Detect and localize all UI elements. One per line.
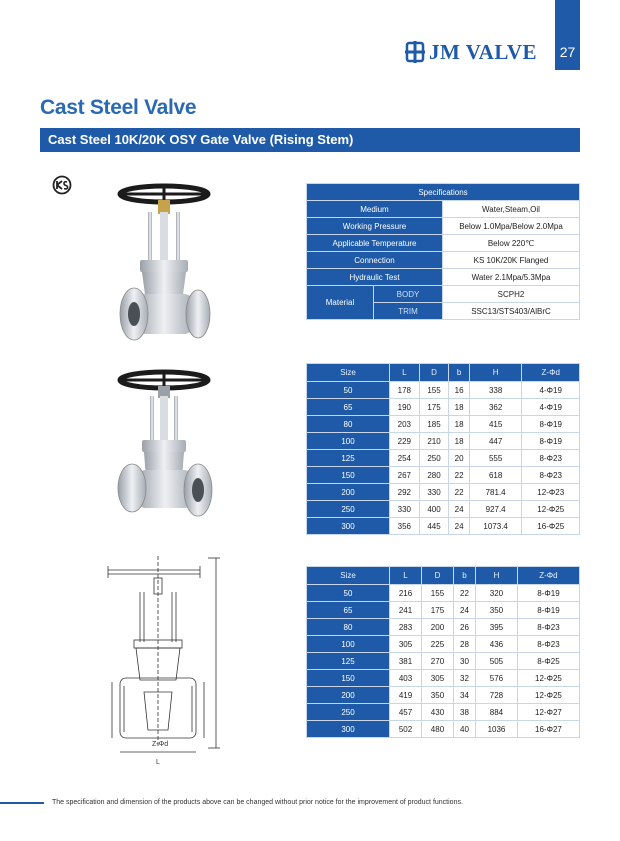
table-cell: 8-Φ19 bbox=[517, 585, 579, 602]
column-header: L bbox=[390, 567, 422, 585]
table-row bbox=[307, 687, 580, 704]
table-cell: 203 bbox=[390, 416, 420, 433]
table-cell: 26 bbox=[453, 619, 475, 636]
brand bbox=[405, 38, 537, 66]
table-cell: 270 bbox=[421, 653, 453, 670]
size-cell: 80 bbox=[307, 619, 390, 636]
table-cell: 8-Φ23 bbox=[522, 450, 580, 467]
table-cell: 16 bbox=[449, 382, 469, 399]
table-cell: 18 bbox=[449, 416, 469, 433]
table-cell: 430 bbox=[421, 704, 453, 721]
table-cell: 254 bbox=[390, 450, 420, 467]
size-cell: 100 bbox=[307, 636, 390, 653]
column-header: Size bbox=[307, 567, 390, 585]
table-cell: 30 bbox=[453, 653, 475, 670]
specifications-header: Specifications bbox=[307, 184, 580, 201]
table-row bbox=[307, 484, 580, 501]
column-header: b bbox=[453, 567, 475, 585]
table-cell: 12-Φ27 bbox=[517, 704, 579, 721]
jm-valve-logo-icon bbox=[405, 41, 425, 63]
drawing-label-l: L bbox=[156, 759, 160, 766]
table-cell: 12-Φ25 bbox=[522, 501, 580, 518]
spec-label: Applicable Temperature bbox=[307, 235, 443, 252]
table-row bbox=[307, 450, 580, 467]
table-cell: 1036 bbox=[476, 721, 518, 738]
column-header: Size bbox=[307, 364, 390, 382]
spec-label: Medium bbox=[307, 201, 443, 218]
gate-valve-photo-20k bbox=[112, 368, 218, 533]
size-cell: 250 bbox=[307, 704, 390, 721]
column-header: D bbox=[421, 567, 453, 585]
table-cell: 8-Φ25 bbox=[517, 653, 579, 670]
table-row bbox=[307, 585, 580, 602]
table-cell: 8-Φ19 bbox=[522, 433, 580, 450]
material-label: Material bbox=[307, 286, 374, 320]
table-cell: 22 bbox=[449, 484, 469, 501]
drawing-label-zd: Z-Φd bbox=[152, 741, 169, 748]
dimension-table-20k bbox=[306, 566, 580, 738]
table-cell: 8-Φ19 bbox=[522, 416, 580, 433]
footer-disclaimer: The specification and dimension of the products above can be changed without prior notice for the improvement of product functions. bbox=[52, 799, 463, 806]
table-10k-body bbox=[307, 382, 580, 535]
specifications-table bbox=[306, 183, 580, 320]
table-row bbox=[307, 721, 580, 738]
size-cell: 65 bbox=[307, 602, 390, 619]
table-row bbox=[307, 399, 580, 416]
table-cell: 280 bbox=[419, 467, 449, 484]
table-cell: 338 bbox=[469, 382, 522, 399]
size-cell: 125 bbox=[307, 450, 390, 467]
table-cell: 267 bbox=[390, 467, 420, 484]
table-cell: 250 bbox=[419, 450, 449, 467]
table-cell: 505 bbox=[476, 653, 518, 670]
size-cell: 80 bbox=[307, 416, 390, 433]
table-cell: 555 bbox=[469, 450, 522, 467]
size-cell: 100 bbox=[307, 433, 390, 450]
size-cell: 250 bbox=[307, 501, 390, 518]
table-cell: 350 bbox=[476, 602, 518, 619]
table-row bbox=[307, 382, 580, 399]
table-row bbox=[307, 501, 580, 518]
size-cell: 50 bbox=[307, 585, 390, 602]
table-cell: 8-Φ19 bbox=[517, 602, 579, 619]
table-cell: 155 bbox=[419, 382, 449, 399]
table-cell: 728 bbox=[476, 687, 518, 704]
spec-value: KS 10K/20K Flanged bbox=[443, 252, 580, 269]
size-cell: 125 bbox=[307, 653, 390, 670]
table-20k-body bbox=[307, 585, 580, 738]
spec-value: Water,Steam,Oil bbox=[443, 201, 580, 218]
material-value: SSC13/STS403/AlBrC bbox=[443, 303, 580, 320]
subtitle-bar bbox=[40, 128, 580, 152]
column-header: Z-Φd bbox=[522, 364, 580, 382]
table-row bbox=[307, 619, 580, 636]
size-cell: 150 bbox=[307, 670, 390, 687]
table-cell: 32 bbox=[453, 670, 475, 687]
table-cell: 16-Φ25 bbox=[522, 518, 580, 535]
ks-certification-icon bbox=[52, 175, 72, 195]
spec-label: Connection bbox=[307, 252, 443, 269]
table-cell: 185 bbox=[419, 416, 449, 433]
table-cell: 362 bbox=[469, 399, 522, 416]
material-value: SCPH2 bbox=[443, 286, 580, 303]
table-cell: 229 bbox=[390, 433, 420, 450]
table-cell: 16-Φ27 bbox=[517, 721, 579, 738]
column-header: H bbox=[469, 364, 522, 382]
table-cell: 20 bbox=[449, 450, 469, 467]
table-row bbox=[307, 467, 580, 484]
size-cell: 150 bbox=[307, 467, 390, 484]
table-cell: 18 bbox=[449, 433, 469, 450]
size-cell: 200 bbox=[307, 687, 390, 704]
table-row bbox=[307, 602, 580, 619]
spec-value: Water 2.1Mpa/5.3Mpa bbox=[443, 269, 580, 286]
table-cell: 480 bbox=[421, 721, 453, 738]
table-cell: 24 bbox=[449, 518, 469, 535]
column-header: b bbox=[449, 364, 469, 382]
page-number: 27 bbox=[559, 44, 576, 60]
table-row bbox=[307, 636, 580, 653]
table-cell: 283 bbox=[390, 619, 422, 636]
table-cell: 12-Φ25 bbox=[517, 670, 579, 687]
table-cell: 200 bbox=[421, 619, 453, 636]
table-cell: 445 bbox=[419, 518, 449, 535]
material-sub-label: TRIM bbox=[374, 303, 443, 320]
gate-valve-photo-10k bbox=[112, 182, 218, 362]
table-cell: 38 bbox=[453, 704, 475, 721]
size-cell: 65 bbox=[307, 399, 390, 416]
table-cell: 350 bbox=[421, 687, 453, 704]
table-row bbox=[307, 518, 580, 535]
spec-label: Hydraulic Test bbox=[307, 269, 443, 286]
table-cell: 225 bbox=[421, 636, 453, 653]
table-cell: 447 bbox=[469, 433, 522, 450]
table-cell: 12-Φ25 bbox=[517, 687, 579, 704]
size-cell: 50 bbox=[307, 382, 390, 399]
table-cell: 356 bbox=[390, 518, 420, 535]
table-cell: 22 bbox=[449, 467, 469, 484]
table-cell: 502 bbox=[390, 721, 422, 738]
size-cell: 300 bbox=[307, 518, 390, 535]
table-cell: 419 bbox=[390, 687, 422, 704]
spec-value: Below 1.0Mpa/Below 2.0Mpa bbox=[443, 218, 580, 235]
column-header: L bbox=[390, 364, 420, 382]
size-cell: 200 bbox=[307, 484, 390, 501]
table-cell: 884 bbox=[476, 704, 518, 721]
table-cell: 18 bbox=[449, 399, 469, 416]
footer-accent-line bbox=[0, 802, 44, 804]
table-cell: 155 bbox=[421, 585, 453, 602]
table-cell: 305 bbox=[421, 670, 453, 687]
table-cell: 175 bbox=[421, 602, 453, 619]
table-cell: 436 bbox=[476, 636, 518, 653]
table-cell: 927.4 bbox=[469, 501, 522, 518]
spec-value: Below 220℃ bbox=[443, 235, 580, 252]
table-cell: 178 bbox=[390, 382, 420, 399]
table-row bbox=[307, 670, 580, 687]
table-cell: 292 bbox=[390, 484, 420, 501]
table-cell: 8-Φ23 bbox=[517, 619, 579, 636]
table-cell: 618 bbox=[469, 467, 522, 484]
table-cell: 34 bbox=[453, 687, 475, 704]
table-row bbox=[307, 416, 580, 433]
table-cell: 24 bbox=[449, 501, 469, 518]
table-row bbox=[307, 433, 580, 450]
table-cell: 12-Φ23 bbox=[522, 484, 580, 501]
table-row bbox=[307, 653, 580, 670]
dimension-table-10k bbox=[306, 363, 580, 535]
table-cell: 457 bbox=[390, 704, 422, 721]
table-cell: 400 bbox=[419, 501, 449, 518]
table-cell: 40 bbox=[453, 721, 475, 738]
material-sub-label: BODY bbox=[374, 286, 443, 303]
table-cell: 395 bbox=[476, 619, 518, 636]
table-cell: 415 bbox=[469, 416, 522, 433]
page-title: Cast Steel Valve bbox=[40, 96, 197, 119]
table-cell: 1073.4 bbox=[469, 518, 522, 535]
subtitle: Cast Steel 10K/20K OSY Gate Valve (Rising Stem) bbox=[48, 132, 354, 147]
table-cell: 24 bbox=[453, 602, 475, 619]
table-cell: 216 bbox=[390, 585, 422, 602]
table-cell: 381 bbox=[390, 653, 422, 670]
size-cell: 300 bbox=[307, 721, 390, 738]
table-cell: 4-Φ19 bbox=[522, 382, 580, 399]
table-cell: 330 bbox=[390, 501, 420, 518]
brand-name: JM VALVE bbox=[429, 39, 538, 64]
table-cell: 330 bbox=[419, 484, 449, 501]
table-cell: 320 bbox=[476, 585, 518, 602]
table-cell: 190 bbox=[390, 399, 420, 416]
table-cell: 175 bbox=[419, 399, 449, 416]
table-cell: 241 bbox=[390, 602, 422, 619]
spec-label: Working Pressure bbox=[307, 218, 443, 235]
table-cell: 403 bbox=[390, 670, 422, 687]
table-cell: 305 bbox=[390, 636, 422, 653]
table-cell: 8-Φ23 bbox=[522, 467, 580, 484]
table-cell: 781.4 bbox=[469, 484, 522, 501]
table-cell: 8-Φ23 bbox=[517, 636, 579, 653]
table-cell: 210 bbox=[419, 433, 449, 450]
gate-valve-section-drawing bbox=[104, 552, 224, 770]
table-row bbox=[307, 704, 580, 721]
table-cell: 576 bbox=[476, 670, 518, 687]
table-cell: 22 bbox=[453, 585, 475, 602]
column-header: H bbox=[476, 567, 518, 585]
table-cell: 4-Φ19 bbox=[522, 399, 580, 416]
column-header: Z-Φd bbox=[517, 567, 579, 585]
column-header: D bbox=[419, 364, 449, 382]
table-cell: 28 bbox=[453, 636, 475, 653]
